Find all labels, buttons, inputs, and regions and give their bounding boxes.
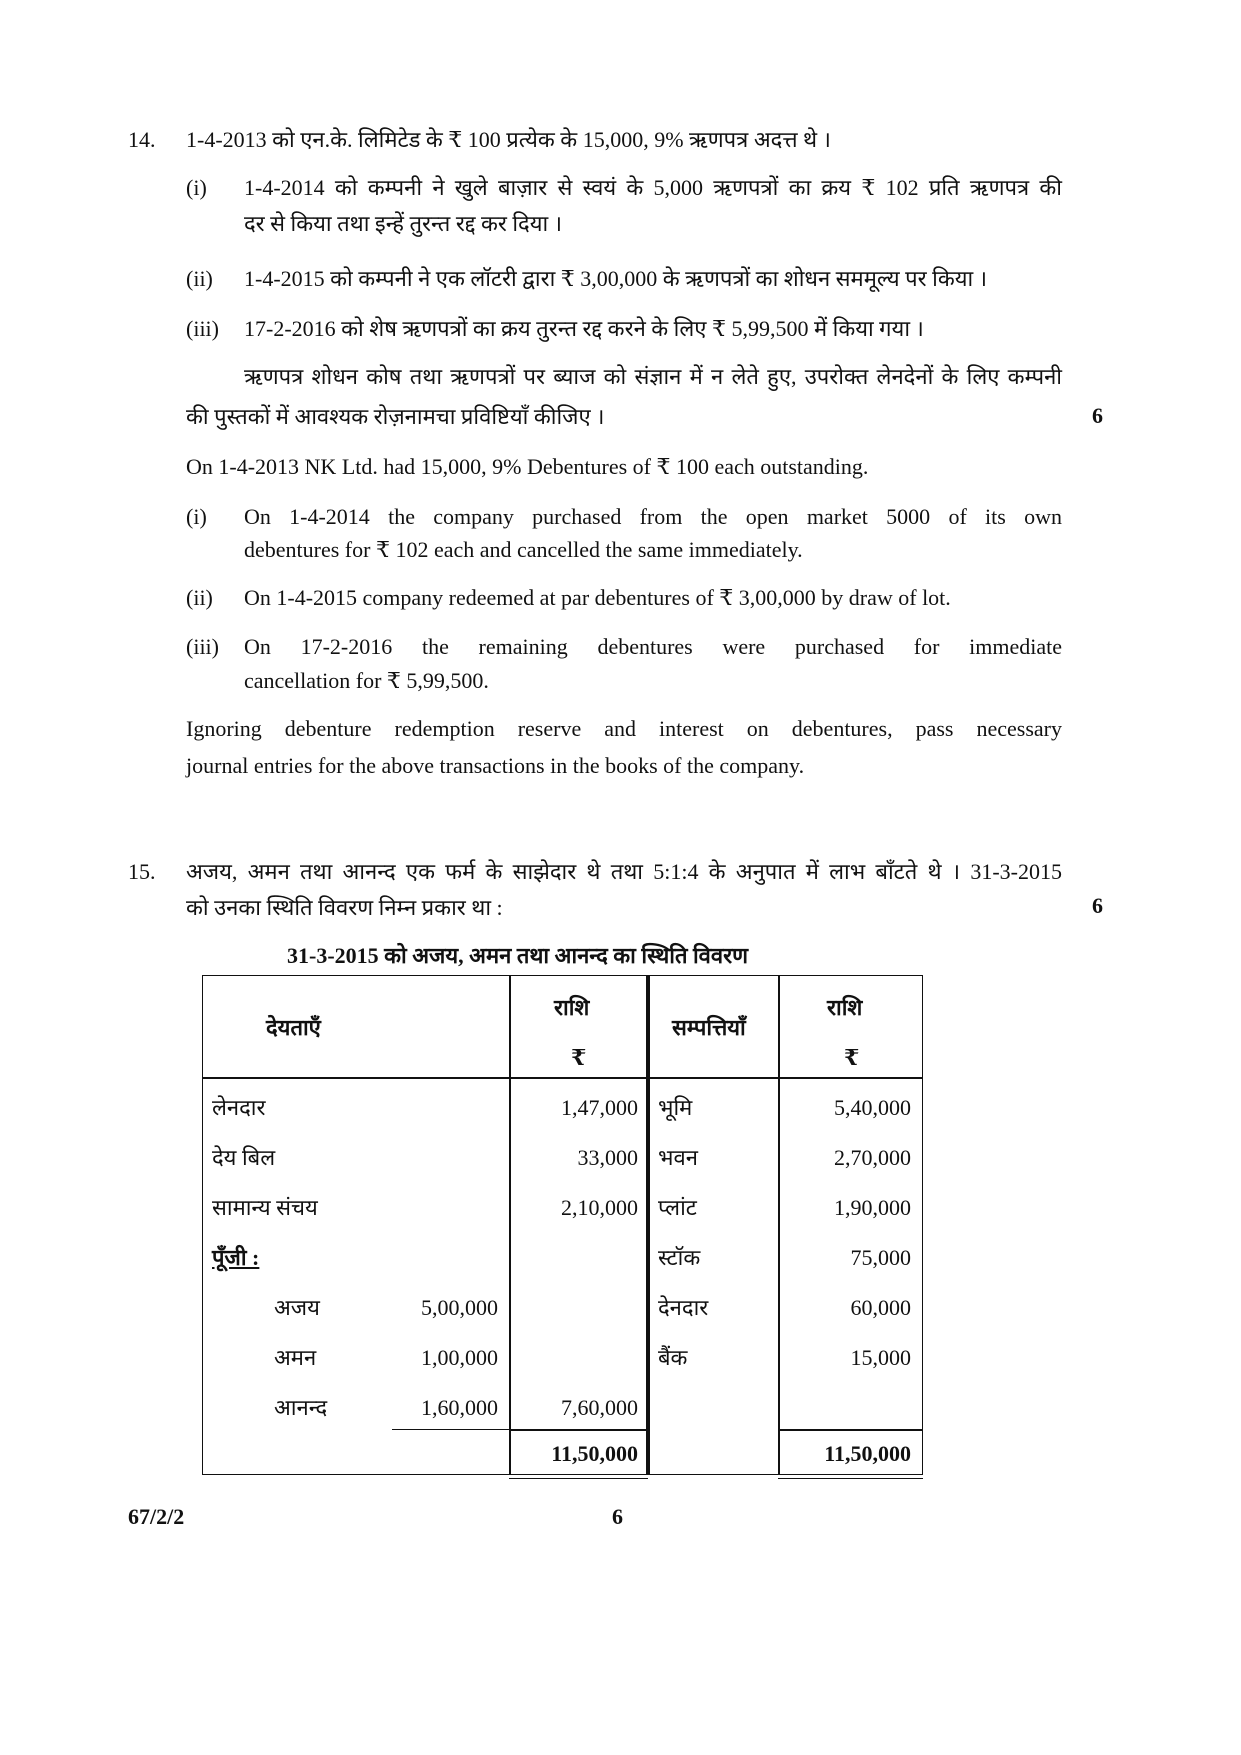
question-number: 15. <box>128 859 156 884</box>
marks: 6 <box>1092 893 1103 918</box>
q15-line2: को उनका स्थिति विवरण निम्न प्रकार था : <box>186 895 503 920</box>
asset-label: भूमि <box>658 1095 693 1120</box>
amount-header: राशि <box>827 995 863 1020</box>
liability-amount: 2,10,000 <box>561 1195 638 1220</box>
liability-label: देय बिल <box>212 1145 276 1170</box>
partner-capital: 1,60,000 <box>421 1395 498 1420</box>
q14-hindi-item-i-line2: दर से किया तथा इन्हें तुरन्त रद्द कर दिया । <box>244 211 563 236</box>
question-number: 14. <box>128 127 156 152</box>
q14-english-instruction-line1: Ignoring debenture redemption reserve and interest on debentures, pass necessary <box>186 716 1062 741</box>
q14-english-item-i-line1: On 1-4-2014 the company purchased from the open market 5000 of its own <box>244 504 1062 529</box>
table-title: 31-3-2015 को अजय, अमन तथा आनन्द का स्थिति विवरण <box>287 943 749 968</box>
liabilities-header: देयताएँ <box>266 1015 321 1040</box>
marks: 6 <box>1092 403 1103 428</box>
paper-code: 67/2/2 <box>128 1504 185 1529</box>
q14-english-item-ii: On 1-4-2015 company redeemed at par debentures of ₹ 3,00,000 by draw of lot. <box>244 585 951 610</box>
partner-capital: 1,00,000 <box>421 1345 498 1370</box>
item-label: (i) <box>186 175 207 200</box>
item-label: (iii) <box>186 634 219 659</box>
currency-symbol: ₹ <box>571 1045 587 1070</box>
q14-english-item-i-line2: debentures for ₹ 102 each and cancelled the same immediately. <box>244 537 803 562</box>
asset-amount: 1,90,000 <box>834 1195 911 1220</box>
page-number: 6 <box>612 1504 623 1529</box>
q14-hindi-item-ii: 1-4-2015 को कम्पनी ने एक लॉटरी द्वारा ₹ 3,00,000 के ऋणपत्रों का शोधन सममूल्य पर किया । <box>244 266 988 291</box>
item-label: (ii) <box>186 585 213 610</box>
liability-label: लेनदार <box>212 1095 266 1120</box>
q14-english-item-iii-line1: On 17-2-2016 the remaining debentures were purchased for immediate <box>244 634 1062 659</box>
q14-hindi-instruction-line2: की पुस्तकों में आवश्यक रोज़नामचा प्रविष्टियाँ कीजिए । <box>186 404 605 429</box>
asset-label: देनदार <box>658 1295 709 1320</box>
asset-label: स्टॉक <box>658 1245 701 1270</box>
q14-hindi-item-iii: 17-2-2016 को शेष ऋणपत्रों का क्रय तुरन्त रद्द करने के लिए ₹ 5,99,500 में किया गया । <box>244 316 924 341</box>
asset-amount: 15,000 <box>850 1345 911 1370</box>
subtotal-line <box>392 1429 509 1430</box>
asset-amount: 2,70,000 <box>834 1145 911 1170</box>
asset-amount: 5,40,000 <box>834 1095 911 1120</box>
q14-english-instruction-line2: journal entries for the above transactions in the books of the company. <box>186 753 805 778</box>
double-underline <box>509 1478 648 1479</box>
header-divider <box>202 1077 923 1079</box>
liability-amount: 33,000 <box>577 1145 638 1170</box>
partner-capital: 5,00,000 <box>421 1295 498 1320</box>
asset-label: प्लांट <box>658 1195 697 1220</box>
asset-label: बैंक <box>658 1345 688 1370</box>
asset-amount: 60,000 <box>850 1295 911 1320</box>
total-line <box>778 1429 923 1431</box>
q14-hindi-instruction-line1: ऋणपत्र शोधन कोष तथा ऋणपत्रों पर ब्याज को संज्ञान में न लेते हुए, उपरोक्त लेनदेनों के लिए कम्पनी <box>244 364 1062 389</box>
total-liabilities: 11,50,000 <box>551 1441 638 1466</box>
assets-header: सम्पत्तियाँ <box>672 1015 746 1040</box>
currency-symbol: ₹ <box>844 1045 860 1070</box>
partner-name: आनन्द <box>274 1395 328 1420</box>
item-label: (ii) <box>186 266 213 291</box>
q14-hindi-intro: 1-4-2013 को एन.के. लिमिटेड के ₹ 100 प्रत्येक के 15,000, 9% ऋणपत्र अदत्त थे । <box>186 127 831 152</box>
amount-header: राशि <box>554 995 590 1020</box>
liability-label: सामान्य संचय <box>212 1195 318 1220</box>
capital-total: 7,60,000 <box>561 1395 638 1420</box>
column-divider <box>509 975 511 1475</box>
q14-english-intro: On 1-4-2013 NK Ltd. had 15,000, 9% Debentures of ₹ 100 each outstanding. <box>186 454 869 479</box>
column-divider <box>778 975 780 1475</box>
liability-amount: 1,47,000 <box>561 1095 638 1120</box>
asset-label: भवन <box>658 1145 698 1170</box>
item-label: (iii) <box>186 316 219 341</box>
capital-heading: पूँजी : <box>212 1245 260 1270</box>
total-line <box>509 1429 648 1431</box>
asset-amount: 75,000 <box>850 1245 911 1270</box>
total-assets: 11,50,000 <box>824 1441 911 1466</box>
q14-english-item-iii-line2: cancellation for ₹ 5,99,500. <box>244 668 489 693</box>
column-divider <box>648 975 650 1475</box>
item-label: (i) <box>186 504 207 529</box>
q14-hindi-item-i-line1: 1-4-2014 को कम्पनी ने खुले बाज़ार से स्वयं के 5,000 ऋणपत्रों का क्रय ₹ 102 प्रति ऋणपत्र की <box>244 175 1062 200</box>
partner-name: अमन <box>274 1345 317 1370</box>
partner-name: अजय <box>274 1295 320 1320</box>
double-underline <box>778 1478 923 1479</box>
q15-line1: अजय, अमन तथा आनन्द एक फर्म के साझेदार थे तथा 5:1:4 के अनुपात में लाभ बाँटते थे । 31-3-2015 <box>186 859 1062 884</box>
